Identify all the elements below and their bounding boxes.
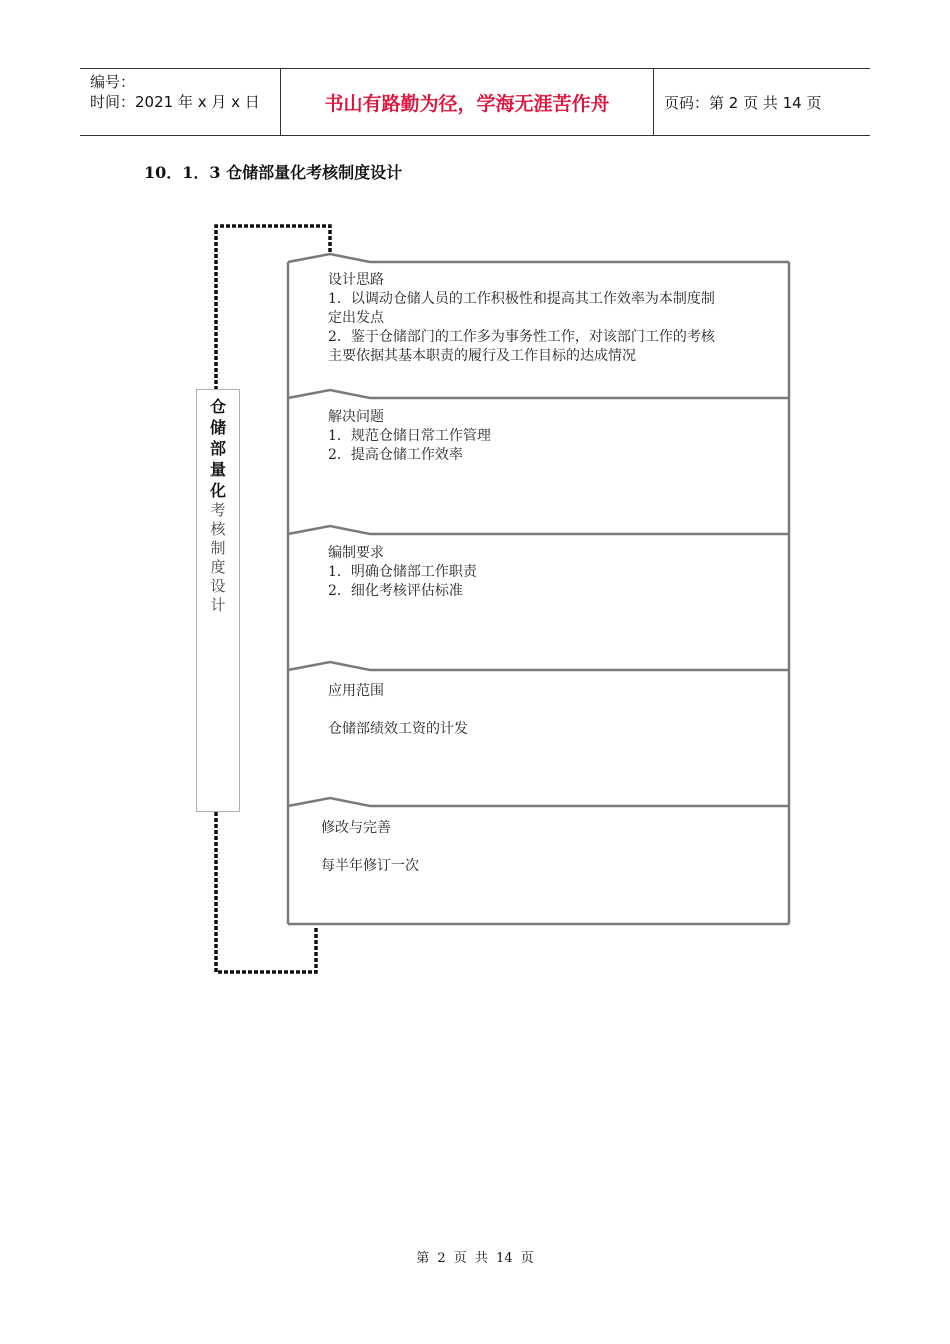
block-line: 2．鉴于仓储部门的工作多为事务性工作，对该部门工作的考核	[328, 329, 715, 345]
block-title: 设计思路	[328, 272, 384, 288]
block-line: 1．规范仓储日常工作管理	[328, 428, 491, 444]
page-footer: 第 2 页 共 14 页	[416, 1251, 534, 1266]
time-label: 时间：2021 年 x 月 x 日	[90, 93, 260, 111]
block-problems-solved	[328, 408, 788, 465]
block-scope	[328, 682, 788, 739]
block-requirements	[328, 544, 788, 601]
vertical-char: 化	[209, 481, 226, 500]
divider-1	[288, 254, 789, 262]
dashed-connector-bottom	[216, 812, 316, 972]
divider-4	[288, 662, 789, 670]
page-info: 页码：第 2 页 共 14 页	[664, 93, 822, 112]
vertical-char: 核	[210, 520, 226, 538]
block-line: 1．明确仓储部工作职责	[328, 564, 477, 580]
vertical-char: 计	[210, 596, 226, 614]
block-title: 修改与完善	[321, 820, 391, 836]
block-line: 主要依据其基本职责的履行及工作目标的达成情况	[328, 348, 636, 364]
section-title: 10．1．3 仓储部量化考核制度设计	[144, 163, 403, 182]
number-label: 编号：	[90, 73, 136, 91]
block-line: 仓储部绩效工资的计发	[328, 721, 468, 737]
block-line: 2．提高仓储工作效率	[328, 447, 463, 463]
block-line: 定出发点	[328, 310, 384, 326]
block-title: 编制要求	[328, 545, 384, 561]
divider-3	[288, 526, 789, 534]
block-title: 解决问题	[328, 409, 384, 425]
vertical-char: 部	[209, 439, 226, 458]
vertical-char: 制	[210, 539, 226, 557]
block-line: 2．细化考核评估标准	[328, 583, 463, 599]
vertical-char: 储	[209, 418, 226, 437]
block-revision	[321, 819, 781, 876]
block-title: 应用范围	[328, 683, 384, 699]
block-design-idea	[328, 271, 788, 366]
motto: 书山有路勤为径，学海无涯苦作舟	[281, 69, 654, 135]
vertical-label-box	[196, 389, 240, 812]
dashed-connector-top	[216, 226, 330, 390]
divider-2	[288, 390, 789, 398]
block-line: 每半年修订一次	[321, 858, 419, 874]
divider-5	[288, 798, 789, 806]
vertical-char: 考	[210, 501, 226, 519]
vertical-char: 度	[210, 558, 226, 576]
vertical-char: 设	[210, 577, 226, 595]
vertical-char: 量	[209, 460, 226, 479]
vertical-char: 仓	[209, 397, 226, 416]
block-line: 1．以调动仓储人员的工作积极性和提高其工作效率为本制度制	[328, 291, 715, 307]
